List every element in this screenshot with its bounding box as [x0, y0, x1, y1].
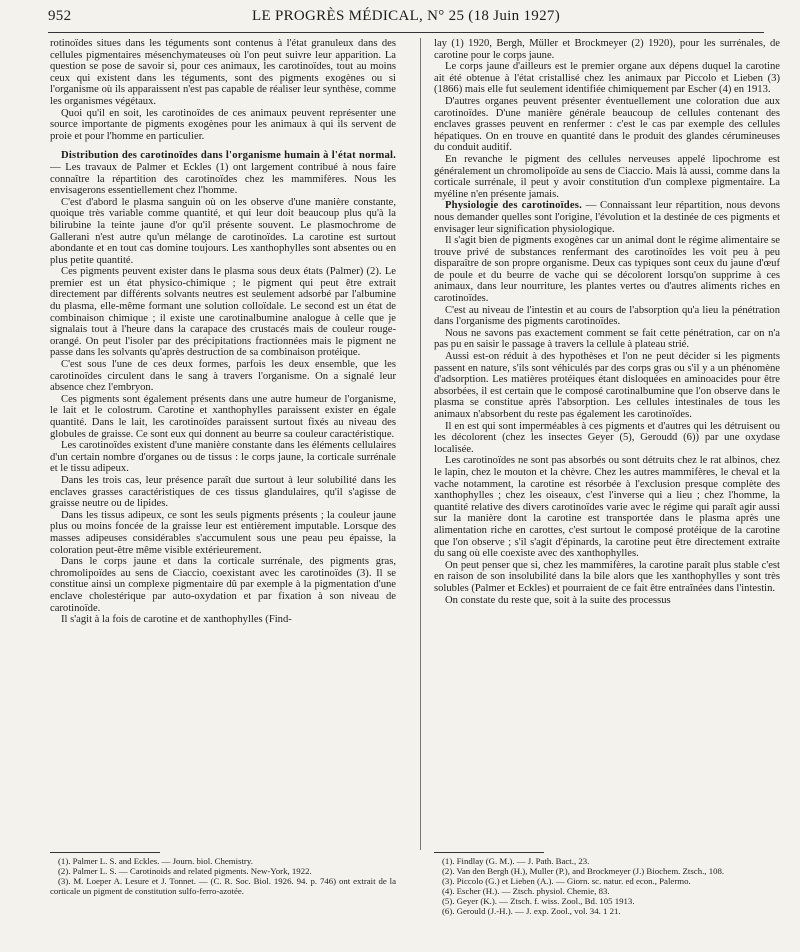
left-footnotes	[50, 852, 396, 897]
left-column	[50, 38, 396, 626]
paragraph: Les carotinoïdes existent d'une manière constante dans les éléments cellulaires d'un certain nombre d'organes ou de tissus : le corps jaune, la corticale surrénale et le tissu adipeux.	[50, 440, 396, 475]
header-rule	[48, 32, 764, 33]
section-heading: Physiologie des carotinoïdes.	[445, 200, 582, 212]
paragraph: On peut penser que si, chez les mammifères, la carotine paraît plus stable c'est en raison de son insolubilité dans la bile alors que les xanthophylles y sont très solubles (Palmer et Eckles) et pourraient de ce fait être entraînées dans l'intestin.	[434, 559, 780, 594]
footnote: (1). Findlay (G. M.). — J. Path. Bact., 23.	[442, 856, 590, 866]
section-text: — Les travaux de Palmer et Eckles (1) ont largement contribué à nous faire connaître la répartition des carotinoïdes chez les mammifères. Nous les envisagerons essentiellement chez l'homme.	[50, 161, 396, 197]
paragraph: Il en est qui sont imperméables à ces pigments et d'autres qui les détruisent ou les décolorent (chez les insectes Geyer (5), Geroudd (6)) par une oxydase localisée.	[434, 420, 780, 455]
paragraph: Dans le corps jaune et dans la corticale surrénale, des pigments gras, chromolipoïdes au sens de Ciaccio, coexistant avec les carotinoïdes (3). Il se constitue ainsi un complexe pigmentaire dû par exemple à la pigmentation d'une enclave cholestérique par auto-oxydation et par fixation à son niveau de carotinoïde.	[50, 556, 396, 614]
paragraph: C'est d'abord le plasma sanguin où on les observe d'une manière constante, quoique très variable comme quantité, et qui leur doit beaucoup plus qu'à la bilirubine la teinte jaune d'or qu'il présente souvent. Le plasmochrome de Gallerani n'est autre qu'un mélange de carotinoïdes. La carotine est surtout abondante et en tout cas domine toujours. Les xanthophylles sont absentes ou en plus petite quantité.	[50, 196, 396, 266]
paragraph: Ces pigments sont également présents dans une autre humeur de l'organisme, le lait et le colostrum. Carotine et xanthophylles paraissent exister en égale quantité. Dans le lait, les carotinoïdes paraissent surtout fixés au niveau des globules de graisse. Ce sont eux qui donnent au beurre sa couleur caractéristique.	[50, 393, 396, 440]
running-title: LE PROGRÈS MÉDICAL, N° 25 (18 Juin 1927)	[251, 8, 560, 24]
paragraph: lay (1) 1920, Bergh, Müller et Brockmeyer (2) 1920), pour les surrénales, de carotine pour le corps jaune.	[434, 38, 780, 61]
footnote: (6). Gerould (J.-H.). — J. exp. Zool., vol. 34. 1 21.	[442, 905, 621, 916]
paragraph: D'autres organes peuvent présenter éventuellement une coloration due aux carotinoïdes. D'une manière générale beaucoup de cellules contenant des enclaves grasses peuvent en renfermer : c'est le cas par exemple des cellules hépatiques. On en trouve en quantité dans le produit des glandes cérumineuses du conduit auditif.	[434, 95, 780, 154]
paragraph: C'est au niveau de l'intestin et au cours de l'absorption qu'a lieu la pénétration dans l'organisme des pigments carotinoïdes.	[434, 304, 780, 328]
paragraph: Le corps jaune d'ailleurs est le premier organe aux dépens duquel la carotine ait été obtenue à l'état cristallisé chez les animaux par Piccolo et Lieben (3) (1866) mais elle fut seulement identifiée chimiquement par Escher (4) en 1913.	[434, 61, 780, 96]
paragraph: On constate du reste que, soit à la suite des processus	[445, 594, 671, 606]
page-header	[48, 8, 764, 30]
footnote-rule	[50, 852, 160, 853]
paragraph: Aussi est-on réduit à des hypothèses et l'on ne peut décider si les pigments passent en nature, s'ils sont véhiculés par des corps gras ou s'il y a un phénomène d'adsorption. Les matières protéiques étant disloquées en aminoacides pour être absorbées, il est certain que le composé carotinalbumine que l'on observe dans le plasma se constitue après l'absorption. Les cellules intestinales de tous les animaux n'absorbent du reste pas également les carotinoïdes.	[434, 351, 780, 420]
column-divider	[420, 38, 421, 850]
right-footnotes	[434, 852, 780, 916]
section-paragraph	[50, 150, 396, 196]
footnote: (5). Geyer (K.). — Ztsch. f. wiss. Zool., Bd. 105 1913.	[442, 895, 635, 906]
paragraph: Les carotinoïdes ne sont pas absorbés ou sont détruits chez le rat albinos, chez le lapin, chez le mouton et la chèvre. Chez les autres mammifères, le cheval et la vache notamment, la carotine est résorbée à l'exclusion presque complète des xanthophylles ; chez les oiseaux, c'est l'inverse qui a lieu ; chez l'homme, la quantité relative des divers carotinoïdes varie avec le régime qui paraît agir aussi sur la manière dont la carotine est transportée dans le plasma après une alimentation riche en carottes, c'est surtout le composé protéique de la carotine que l'on observe ; s'il s'agit d'épinards, la carotine peut être directement extraite du sang où elle coexiste avec des xanthophylles.	[434, 455, 780, 560]
paragraph: Dans les tissus adipeux, ce sont les seuls pigments présents ; la couleur jaune plus ou moins foncée de la graisse leur est entièrement imputable. Lorsque des masses adipeuses considérables s'accumulent sous une peau peu épaisse, la coloration peut-être même visible extérieurement.	[50, 509, 396, 556]
paragraph: rotinoïdes situes dans les téguments sont contenus à l'état granuleux dans des cellules pigmentaires mésenchymateuses où l'on peut suivre leur apparition. La question se pose de savoir si, pour ces animaux, les carotinoïdes, tout au moins ceux qui existent dans les téguments, sont des pigments exogènes ou si l'organisme où ils apparaissent n'est pas capable de réaliser leur synthèse, comme les organismes végétaux.	[50, 38, 396, 107]
section-paragraph	[434, 200, 780, 235]
page-number: 952	[48, 8, 72, 24]
paragraph: Ces pigments peuvent exister dans le plasma sous deux états (Palmer) (2). Le premier est un état physico-chimique ; le pigment qui peut être extrait directement par différents solvants neutres est seulement adsorbé par l'albumine du plasma, elle-même formant une solution colloïdale. Le second est un état de combinaison chimique ; il existe une carotinalbumine analogue à celle que je signalais tout à l'heure dans la carapace des crustacés mais de couleur rouge-orangé. On peut l'isoler par des précipitations fractionnées mais le pigment ne passe dans les solvants qu'après destruction de sa combinaison protéique.	[50, 266, 396, 359]
footnote: (3). M. Loeper A. Lesure et J. Tonnet. — (C. R. Soc. Biol. 1926. 94. p. 746) ont extrait de la corticale un pigment de constitution sulfo-ferro-azotée.	[50, 875, 396, 896]
footnote: (2). Palmer L. S. — Carotinoids and related pigments. New-York, 1922.	[58, 865, 312, 876]
footnote-rule	[434, 852, 544, 853]
footnote: (2). Van den Bergh (H.), Muller (P.), and Brockmeyer (J.) Biochem. Ztsch., 108.	[442, 865, 725, 876]
paragraph: Il s'agit bien de pigments exogènes car un animal dont le régime alimentaire se trouve privé de substances renfermant des carotinoïdes les voit peu à peu disparaître de son propre organisme. Deux cas typiques sont ceux du jaune d'œuf de poule et du beurre de vache qui se décolorent lorsqu'on supprime à ces animaux, dans leur nourriture, les plantes vertes ou d'autres aliments riches en carotinoïdes.	[434, 235, 780, 305]
paragraph: C'est sous l'une de ces deux formes, parfois les deux ensemble, que les carotinoïdes circulent dans le sang à travers l'organisme. On a signalé leur absence chez l'embryon.	[50, 359, 396, 394]
section-text: — Connaissant leur répartition, nous devons nous demander quelles sont l'origine, l'évolution et la destinée de ces pigments et envisager leur signification physiologique.	[434, 200, 781, 235]
footnote: (3). Piccolo (G.) et Lieben (A.). — Giorn. sc. natur. ed econ., Palermo.	[442, 875, 691, 886]
paragraph: Quoi qu'il en soit, les carotinoïdes de ces animaux peuvent représenter une source importante de pigments exogènes pour les animaux à qui ils servent de proie et pour l'homme en particulier.	[50, 107, 396, 142]
right-column	[434, 38, 780, 606]
paragraph: Dans les trois cas, leur présence paraît due surtout à leur solubilité dans les enclaves grasses caractéristiques de ces tissus glandulaires, qu'il s'agisse de graisse neutre ou de lipides.	[50, 474, 396, 510]
footnote: (4). Escher (H.). — Ztsch. physiol. Chemie, 83.	[442, 885, 610, 896]
section-heading: Distribution des carotinoïdes dans l'organisme humain à l'état normal.	[61, 150, 396, 162]
paragraph: En revanche le pigment des cellules nerveuses appelé lipochrome est généralement un chromolipoïde au sens de Ciaccio. Mais là aussi, comme dans la corticale surrénale, il peut y avoir constitution d'un complexe pigmentaire. La myéline n'en présente jamais.	[434, 153, 780, 200]
footnote: (1). Palmer L. S. and Eckles. — Journ. biol. Chemistry.	[58, 856, 253, 866]
paragraph: Il s'agit à la fois de carotine et de xanthophylles (Find-	[61, 614, 292, 626]
paragraph: Nous ne savons pas exactement comment se fait cette pénétration, car on n'a pas pu en saisir le passage à travers la cellule à plateau strié.	[434, 327, 780, 351]
